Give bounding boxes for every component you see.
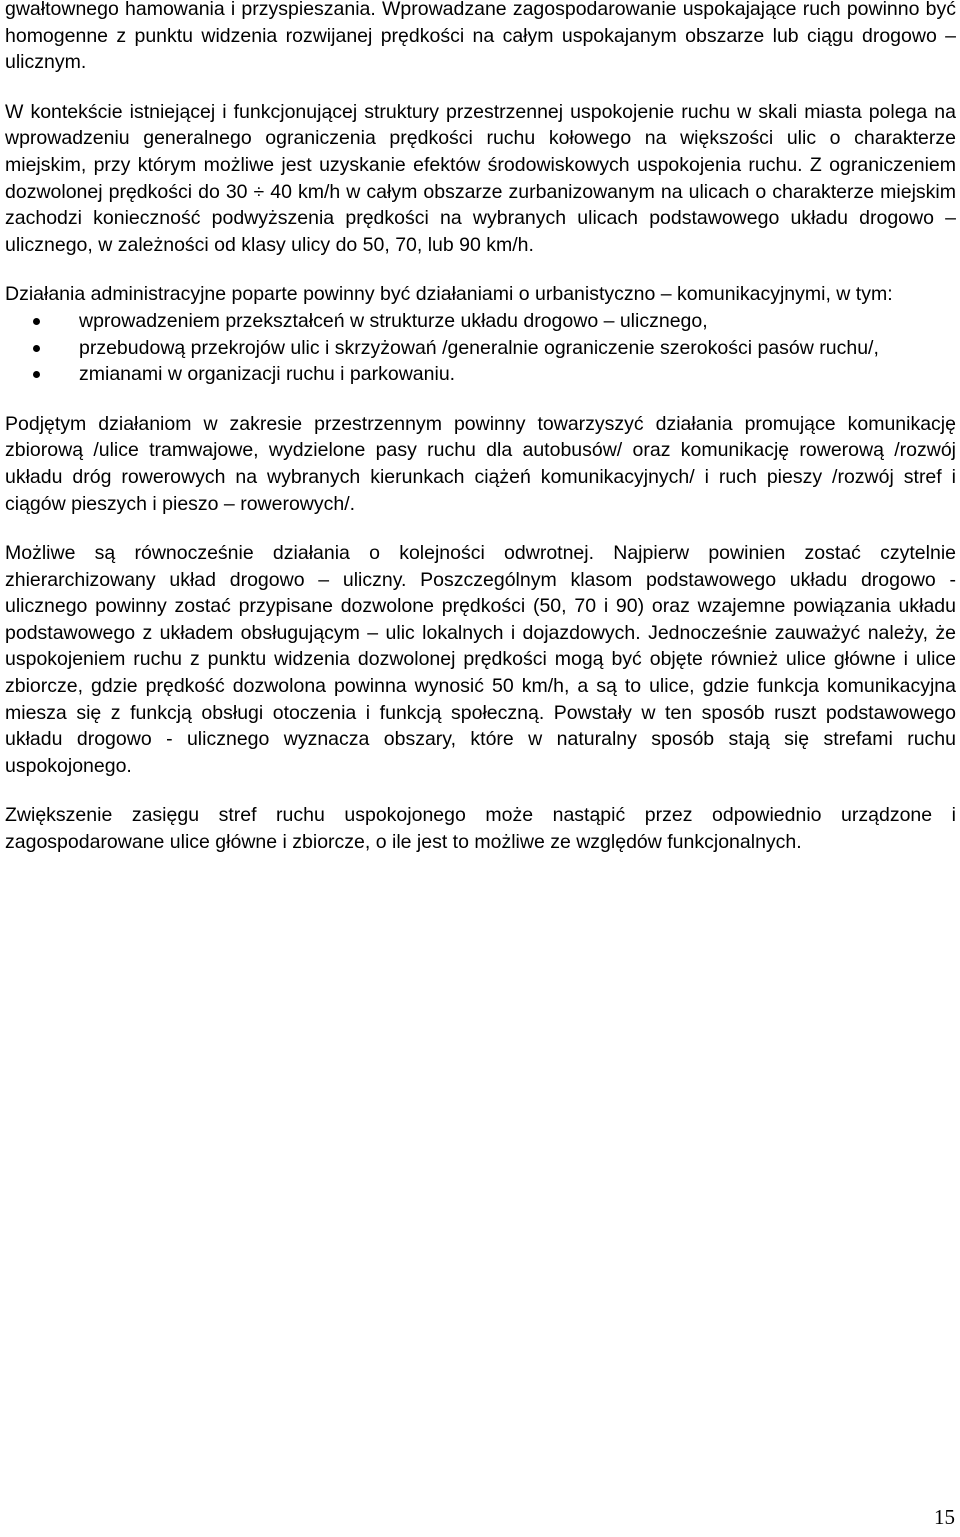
list-item bbox=[5, 361, 956, 388]
list-item-text: wprowadzeniem przekształceń w strukturze układu drogowo – ulicznego, bbox=[79, 309, 708, 332]
paragraph-1: gwałtownego hamowania i przyspieszania. Wprowadzane zagospodarowanie uspokajające ruch powinno być homogenne z punktu widzenia rozwijanej prędkości na całym uspokajanym obszarze lub ciągu drogowo – ulicznym. bbox=[5, 0, 956, 74]
bullet-icon bbox=[33, 345, 40, 352]
list-item-text: zmianami w organizacji ruchu i parkowaniu. bbox=[79, 363, 456, 386]
list-item bbox=[5, 335, 956, 362]
bullet-icon bbox=[33, 371, 40, 378]
page-number: 15 bbox=[934, 1505, 955, 1529]
bullet-list bbox=[5, 308, 956, 388]
paragraph-5: Możliwe są równocześnie działania o kolejności odwrotnej. Najpierw powinien zostać czytelnie zhierarchizowany układ drogowo – uliczny. Poszczególnym klasom podstawowego układu drogowo - ulicznego powinny zostać przypisane dozwolone prędkości (50, 70 i 90) oraz wzajemne powiązania układu podstawowego z układem obsługującym – ulic lokalnych i dojazdowych. Jednocześnie zauważyć należy, że uspokojeniem ruchu z punktu widzenia dozwolonej prędkości mogą być objęte również ulice główne i ulice zbiorcze, gdzie prędkość dozwolona powinna wynosić 50 km/h, a są to ulice, gdzie funkcja komunikacyjna miesza się z funkcją obsługi otoczenia i funkcją społeczną. Powstały w ten sposób ruszt podstawowego układu drogowo - ulicznego wyznacza obszary, które w naturalny sposób stają się strefami ruchu uspokojonego. bbox=[5, 542, 956, 777]
paragraph-6: Zwiększenie zasięgu stref ruchu uspokojonego może nastąpić przez odpowiednio urządzone i zagospodarowane ulice główne i zbiorcze, o ile jest to możliwe ze względów funkcjonalnych. bbox=[5, 804, 956, 854]
paragraph-2: W kontekście istniejącej i funkcjonującej struktury przestrzennej uspokojenie ruchu w skali miasta polega na wprowadzeniu generalnego ograniczenia prędkości ruchu kołowego na większości ulic o charakterze miejskim, przy którym możliwe jest uzyskanie efektów środowiskowych uspokojenia ruchu. Z ograniczeniem dozwolonej prędkości do 30 ÷ 40 km/h w całym obszarze zurbanizowanym na ulicach o charakterze miejskim zachodzi konieczność podwyższenia prędkości na wybranych ulicach podstawowego układu drogowo – ulicznego, w zależności od klasy ulicy do 50, 70, lub 90 km/h. bbox=[5, 100, 956, 256]
document-page bbox=[5, 0, 956, 879]
list-item bbox=[5, 308, 956, 335]
paragraph-4: Podjętym działaniom w zakresie przestrzennym powinny towarzyszyć działania promujące komunikację zbiorową /ulice tramwajowe, wydzielone pasy ruchu dla autobusów/ oraz komunikację rowerową /rozwój układu dróg rowerowych na wybranych kierunkach ciążeń komunikacyjnych/ i ruch pieszy /rozwój stref i ciągów pieszych i pieszo – rowerowych/. bbox=[5, 412, 956, 515]
list-item-text: przebudową przekrojów ulic i skrzyżowań /generalnie ograniczenie szerokości pasów ruchu/, bbox=[79, 336, 879, 359]
bullet-icon bbox=[33, 318, 40, 325]
paragraph-3: Działania administracyjne poparte powinny być działaniami o urbanistyczno – komunikacyjnymi, w tym: bbox=[5, 283, 893, 306]
